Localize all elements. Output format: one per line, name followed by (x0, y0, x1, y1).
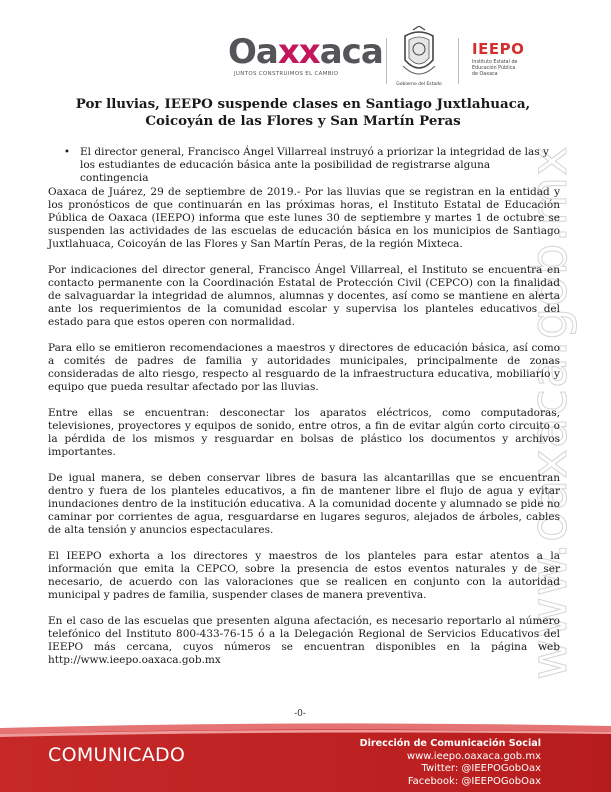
bullet-icon: • (64, 147, 70, 158)
ieepo-subtitle-line: de Oaxaca (472, 72, 498, 77)
paragraph: Por indicaciones del director general, Francisco Ángel Villarreal, el Instituto se encuentra en contacto permanente con la Coordinación Estatal de Protección Civil (CEPCO) con la finalidad de salvaguardar la integridad de alumnos, alumnas y docentes, así como se mantiene en alerta ante los requerimientos de la comunidad escolar y supervisa los planteles educativos del estado para que estos operen con normalidad. (48, 264, 560, 328)
oaxaca-logo (228, 32, 383, 90)
footer-facebook[interactable]: Facebook: @IEEPOGobOax (407, 775, 541, 787)
ieepo-subtitle-line: Instituto Estatal de (472, 60, 518, 65)
oaxaca-word-start: Oa (228, 32, 278, 72)
paragraph: De igual manera, se deben conservar libres de basura las alcantarillas que se encuentran dentro y fuera de los planteles educativos, a fin de mantener libre el flujo de agua y evitar inundaciones dentro de la institución educativa. A la comunidad docente y alumnado se pide no caminar por corrientes de agua, resguardarse en lugares seguros, alejados de árboles, cables de alta tensión y anuncios espectaculares. (48, 472, 560, 536)
oaxaca-word-xx: xx (277, 32, 320, 72)
ieepo-subtitle-line: Educación Pública (472, 66, 516, 71)
comunicado-label: COMUNICADO (48, 744, 186, 766)
state-seal-icon (399, 26, 439, 82)
oaxaca-wordmark (228, 32, 383, 72)
footer-twitter[interactable]: Twitter: @IEEPOGobOax (421, 763, 541, 774)
page-title: Por lluvias, IEEPO suspende clases en Santiago Juxtlahuaca, Coicoyán de las Flores y San Martín Peras (75, 96, 531, 129)
ieepo-subtitle (472, 60, 544, 78)
footer-dept: Dirección de Comunicación Social (359, 738, 541, 749)
page-number: -0- (294, 709, 306, 719)
seal-label: Gobierno del Estado (396, 82, 442, 87)
oaxaca-slogan: JUNTOS CONSTRUIMOS EL CAMBIO (234, 71, 339, 77)
footer-contact (360, 738, 541, 788)
paragraph: Entre ellas se encuentran: desconectar los aparatos eléctricos, como computadoras, televisiones, proyectores y equipos de sonido, entre otros, a fin de evitar algún corto circuito o la pérdida de los mismos y resguardar en bolsas de plástico los documentos y archivos importantes. (48, 407, 560, 458)
paragraph: Oaxaca de Juárez, 29 de septiembre de 2019.- Por las lluvias que se registran en la entidad y los pronósticos de que continuarán en las próximas horas, el Instituto Estatal de Educación Pública de Oaxaca (IEEPO) informa que este lunes 30 de septiembre y martes 1 de octubre se suspenden las actividades de las escuelas de educación básica en los municipios de Santiago Juxtlahuaca, Coicoyán de las Flores y San Martín Peras, de la región Mixteca. (48, 186, 560, 250)
header-divider (386, 38, 387, 84)
ieepo-wordmark: IEEPO (472, 40, 525, 58)
header-divider-2 (458, 38, 459, 84)
page-footer (0, 718, 611, 792)
page-header (0, 18, 611, 88)
summary-bullet-text: El director general, Francisco Ángel Villarreal instruyó a priorizar la integridad de las y los estudiantes de educación básica ante la posibilidad de registrarse alguna contingencia (80, 146, 549, 184)
article-body (48, 186, 560, 680)
paragraph: En el caso de las escuelas que presenten alguna afectación, es necesario reportarlo al número telefónico del Instituto 800-433-76-15 ó a la Delegación Regional de Servicios Educativos del IEEPO más cercana, cuyos números se encuentran disponibles en la página web http://www.ieepo.oaxaca.gob.mx (48, 615, 560, 666)
summary-bullet (64, 146, 554, 185)
footer-website-link[interactable]: www.ieepo.oaxaca.gob.mx (406, 750, 541, 762)
paragraph: El IEEPO exhorta a los directores y maestros de los planteles para estar atentos a la información que emita la CEPCO, sobre la presencia de estos eventos naturales y de ser necesario, de acuerdo con las valoraciones que se realicen en conjunto con la autoridad municipal y padres de familia, suspender clases de manera preventiva. (48, 550, 560, 601)
website-watermark: www.oaxaca.gob.mx (520, 145, 578, 680)
oaxaca-word-end: aca (319, 32, 383, 72)
paragraph: Para ello se emitieron recomendaciones a maestros y directores de educación básica, así como a comités de padres de familia y autoridades municipales, principalmente de zonas consideradas de alto riesgo, respecto al resguardo de la infraestructura educativa, mobiliario y equipo que pueda resultar afectado por las lluvias. (48, 342, 560, 393)
ieepo-logo (472, 40, 544, 78)
